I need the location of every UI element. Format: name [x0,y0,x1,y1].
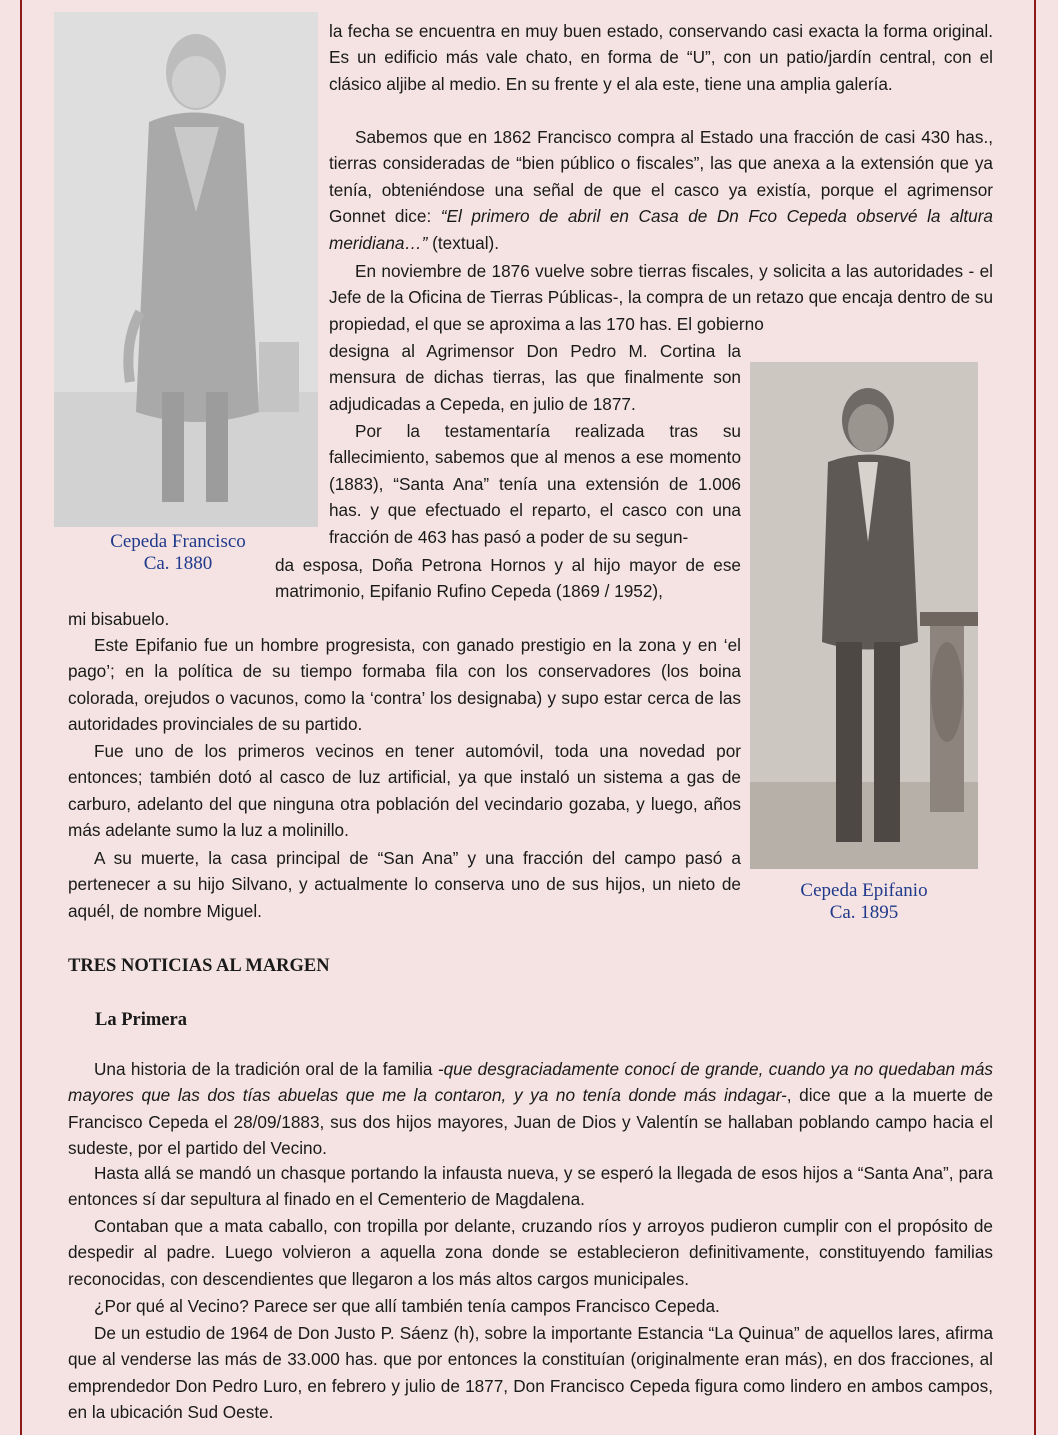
paragraph-tradicion-tail: , dice que a la muerte de Francisco Cepeda el 28/09/1883, sus dos hijos mayores, Juan de Dios y Valentín se hallaban poblando campo hacia el sudeste, por el partido del Vecino. [68,1085,993,1159]
page-border-left [20,0,22,1435]
caption-francisco-name: Cepeda Francisco [110,531,246,552]
paragraph-tradicion [68,1056,993,1162]
caption-francisco-date: Ca. 1880 [143,553,213,574]
paragraph-bisabuelo-text: mi bisabuelo. [68,609,170,629]
paragraph-building-text: la fecha se encuentra en muy buen estado, conservando casi exacta la forma original. Es un edificio más vale chato, en forma de “U”, con un patio/jardín central, con el clásico aljibe al medio. En su frente y el ala este, tiene una amplia galería. [329,21,993,94]
paragraph-cortina [329,338,741,417]
paragraph-chasque [68,1160,993,1213]
caption-epifanio-name: Cepeda Epifanio [800,880,928,901]
caption-epifanio [776,880,952,924]
paragraph-testamentaria [329,418,741,550]
paragraph-tradicion-text: Una historia de la tradición oral de la familia [94,1059,438,1079]
paragraph-automovil [68,738,741,844]
paragraph-petrona [275,552,741,605]
paragraph-tradicion-italic: -que desgraciadamente conocí de grande, cuando ya no quedaban más mayores que las dos tías abuelas que me la contaron, y ya no tenía donde más indagar- [68,1059,993,1106]
paragraph-automovil-text: Fue uno de los primeros vecinos en tener automóvil, toda una novedad por entonces; también dotó al casco de luz artificial, ya que instaló un sistema a gas de carburo, adelanto del que ninguna otra población del vecindario gozaba, y luego, años más adelante sumo la luz a molinillo. [68,741,741,841]
page-border-right [1034,0,1036,1435]
paragraph-bisabuelo [68,606,741,632]
photo-francisco-cepeda [54,12,318,527]
caption-epifanio-date: Ca. 1895 [829,902,899,923]
paragraph-epifanio [68,632,741,738]
caption-francisco [90,531,266,575]
paragraph-1862-tail: (textual). [427,232,500,253]
paragraph-silvano-text: A su muerte, la casa principal de “San Ana” y una fracción del campo pasó a pertenecer a su hijo Silvano, y actualmente lo conserva uno de sus hijos, un nieto de aquél, de nombre Miguel. [68,848,741,921]
paragraph-petrona-text: da esposa, Doña Petrona Hornos y al hijo mayor de ese matrimonio, Epifanio Rufino Cepeda (1869 / 1952), [275,555,741,602]
portrait-figure-icon [54,12,318,527]
paragraph-la-quinua-text: De un estudio de 1964 de Don Justo P. Sáenz (h), sobre la importante Estancia “La Quinua” de aquellos lares, afirma que al venderse las más de 33.000 has. que por entonces la constituían (originalmente eran más), en dos fracciones, al emprendedor Don Pedro Luro, en febrero y julio de 1877, Don Francisco Cepeda figura como lindero en ambos campos, en la ubicación Sud Oeste. [68,1323,993,1423]
paragraph-cortina-text: designa al Agrimensor Don Pedro M. Cortina la mensura de dichas tierras, las que finalmente son adjudicadas a Cepeda, en julio de 1877. [329,341,741,414]
paragraph-building [329,18,993,97]
paragraph-vecino-text: ¿Por qué al Vecino? Parece ser que allí también tenía campos Francisco Cepeda. [94,1296,720,1316]
section-heading: TRES NOTICIAS AL MARGEN [68,956,330,976]
paragraph-vecino [68,1293,993,1319]
paragraph-1876 [329,258,993,337]
paragraph-epifanio-text: Este Epifanio fue un hombre progresista, con ganado prestigio en la zona y en ‘el pago’; en la política de su tiempo formaba fila con los conservadores (los boina colorada, orejudos o vacunos, como la ‘contra’ los designaba) y supo estar cerca de las autoridades provinciales de su partido. [68,635,741,735]
photo-epifanio-cepeda [750,362,978,869]
paragraph-silvano [68,845,741,924]
paragraph-1876-text: En noviembre de 1876 vuelve sobre tierras fiscales, y solicita a las autoridades - el Jefe de la Oficina de Tierras Públicas-, la compra de un retazo que encaja dentro de su propiedad, el que se aproxima a las 170 has. El gobierno [329,261,994,334]
paragraph-1862-text: Sabemos que en 1862 Francisco compra al Estado una fracción de casi 430 has., tierras consideradas de “bien público o fiscales”, las que anexa a la extensión que ya tenía, obteniéndose una señal de que el casco ya existía, porque el agrimensor Gonnet dice: [329,127,993,227]
paragraph-testamentaria-text: Por la testamentaría realizada tras su fallecimiento, sabemos que al menos a ese momento (1883), “Santa Ana” tenía una extensión de 1.006 has. y que efectuado el reparto, el casco con una fracción de 463 has pasó a poder de su segun- [329,421,741,547]
paragraph-mata-caballo [68,1213,993,1292]
quote-gonnet: “El primero de abril en Casa de Dn Fco Cepeda observé la altura meridiana…” [329,206,993,253]
paragraph-chasque-text: Hasta allá se mandó un chasque portando la infausta nueva, y se esperó la llegada de esos hijos a “Santa Ana”, para entonces sí dar sepultura al finado en el Cementerio de Magdalena. [68,1163,993,1210]
portrait-figure-icon [750,362,978,869]
subheading-la-primera: La Primera [95,1010,187,1030]
paragraph-1862 [329,124,993,256]
paragraph-la-quinua [68,1320,993,1426]
paragraph-mata-caballo-text: Contaban que a mata caballo, con tropilla por delante, cruzando ríos y arroyos pudieron cumplir con el propósito de despedir al padre. Luego volvieron a aquella zona donde se establecieron definitivamente, constituyendo familias reconocidas, con descendientes que llegaron a los más altos cargos municipales. [68,1216,993,1289]
